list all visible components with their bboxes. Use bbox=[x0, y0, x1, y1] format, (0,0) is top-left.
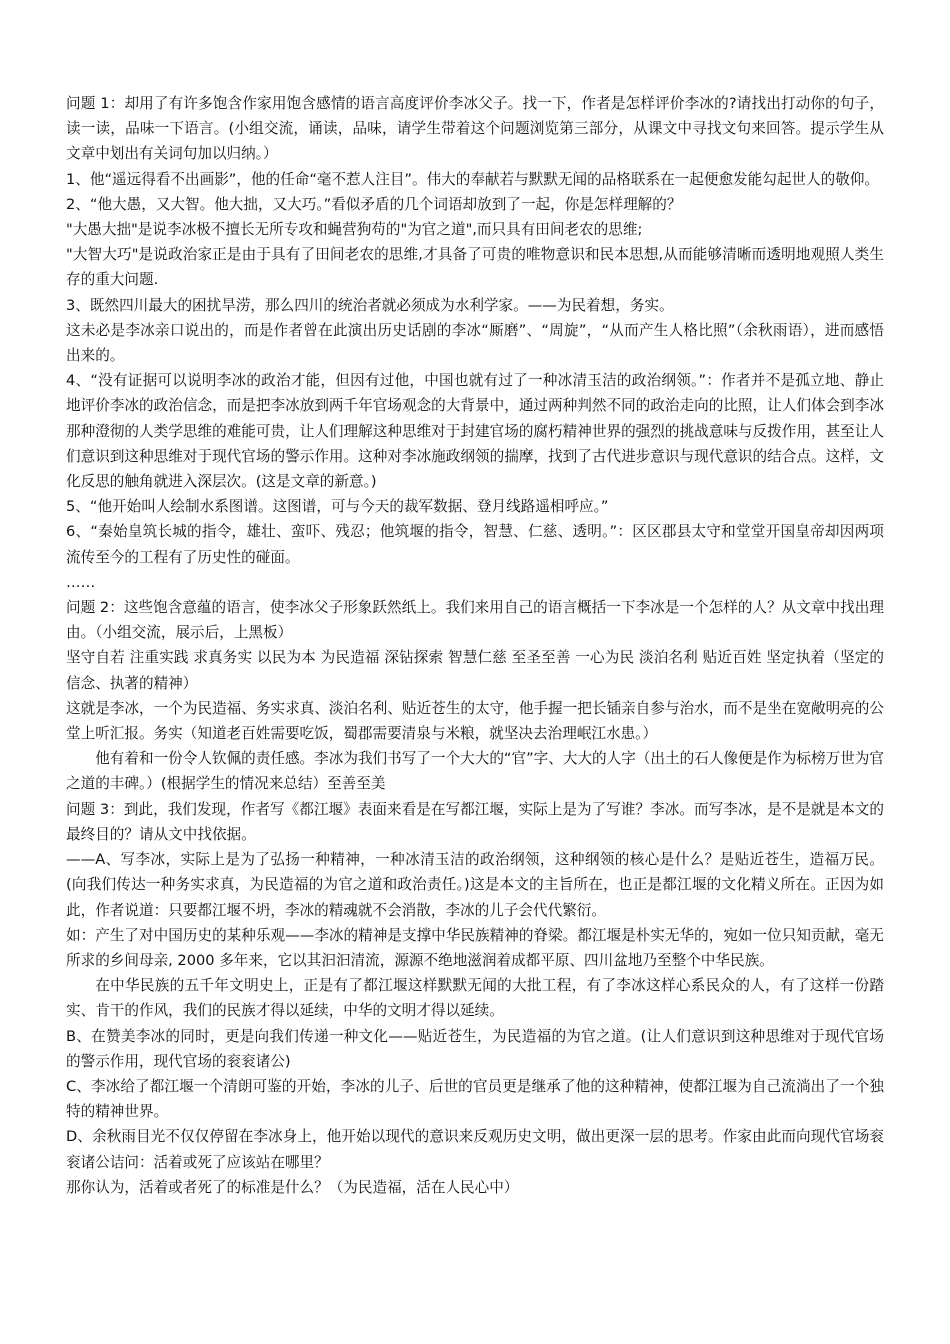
paragraph: 问题 2：这些饱含意蕴的语言，使李冰父子形象跃然纸上。我们来用自己的语言概括一下李冰是一个怎样的人？从文章中找出理由。（小组交流，展示后，上黑板） bbox=[66, 599, 884, 642]
paragraph: 这就是李冰，一个为民造福、务实求真、淡泊名利、贴近苍生的太守，他手握一把长锸亲自参与治水，而不是坐在宽敞明亮的公堂上听汇报。务实（知道老百姓需要吃饭，蜀郡需要清泉与米粮，就坚决去治理岷江水患。） bbox=[66, 699, 884, 743]
paragraph: 问题 1：却用了有许多饱含作家用饱含感情的语言高度评价李冰父子。找一下，作者是怎样评价李冰的?请找出打动你的句子，读一读，品味一下语言。(小组交流，诵读，品味，请学生带着这个问题浏览第三部分，从课文中寻找文句来回答。提示学生从文章中划出有关词句加以归纳。） bbox=[66, 95, 884, 163]
paragraph: D、余秋雨目光不仅仅停留在李冰身上，他开始以现代的意识来反观历史文明，做出更深一层的思考。作家由此而向现代官场衮衮诸公诘问：活着或死了应该站在哪里？ bbox=[66, 1128, 884, 1171]
paragraph: 坚守自若 注重实践 求真务实 以民为本 为民造福 深钻探索 智慧仁慈 至圣至善 一心为民 淡泊名利 贴近百姓 坚定执着（坚定的信念、执著的精神） bbox=[66, 649, 884, 692]
paragraph: 3、既然四川最大的困扰旱涝，那么四川的统治者就必须成为水利学家。——为民着想，务实。 bbox=[66, 296, 674, 314]
paragraph: C、李冰给了都江堰一个清朗可鉴的开始，李冰的儿子、后世的官员更是继承了他的这种精神，使都江堰为自己流淌出了一个独特的精神世界。 bbox=[66, 1077, 884, 1121]
paragraph: 如：产生了对中国历史的某种乐观——李冰的精神是支撑中华民族精神的脊梁。都江堰是朴实无华的，宛如一位只知贡献，毫无所求的乡间母亲, 2000 多年来，它以其汩汩清流，源源不绝地滋润着成都平原、四川盆地乃至整个中华民族。 bbox=[66, 926, 884, 969]
paragraph: 5、“他开始叫人绘制水系图谱。这图谱，可与今天的裁军数据、登月线路遥相呼应。” bbox=[66, 498, 609, 516]
paragraph: 6、“秦始皇筑长城的指令，雄壮、蛮吓、残忍；他筑堰的指令，智慧、仁慈、透明。”：区区郡县太守和堂堂开国皇帝却因两项流传至今的工程有了历史性的碰面。 bbox=[66, 523, 884, 566]
paragraph: 这未必是李冰亲口说出的，而是作者曾在此演出历史话剧的李冰“厮磨”、“周旋”，“从而产生人格比照”（余秋雨语），进而感悟出来的。 bbox=[66, 321, 884, 365]
paragraph: 2、“他大愚，又大智。他大拙，又大巧。”看似矛盾的几个词语却放到了一起，你是怎样理解的？ bbox=[66, 195, 682, 213]
paragraph: "大愚大拙"是说李冰极不擅长无所专攻和蝇营狗苟的"为官之道",而只具有田间老农的思维; bbox=[66, 221, 643, 239]
paragraph: B、在赞美李冰的同时，更是向我们传递一种文化——贴近苍生，为民造福的为官之道。(让人们意识到这种思维对于现代官场的警示作用，现代官场的衮衮诸公) bbox=[66, 1027, 884, 1070]
paragraph: 4、“没有证据可以说明李冰的政治才能，但因有过他，中国也就有过了一种冰清玉洁的政治纲领。”：作者并不是孤立地、静止地评价李冰的政治信念，而是把李冰放到两千年官场观念的大背景中，通过两种判然不同的政治走向的比照，让人们体会到李冰那种澄彻的人类学思维的难能可贵，让人们理解这种思维对于封建官场的腐朽精神世界的强烈的挑战意味与反拨作用，甚至让人们意识到这种思维对于现代官场的警示作用。这种对李冰施政纲领的揣摩，找到了古代进步意识与现代意识的结合点。这样，文化反思的触角就进入深层次。(这是文章的新意。) bbox=[66, 372, 884, 491]
paragraph: 问题 3：到此，我们发现，作者写《都江堰》表面来看是在写都江堰，实际上是为了写谁？李冰。而写李冰，是不是就是本文的最终目的？请从文中找依据。 bbox=[66, 800, 884, 843]
paragraph: 1、他“遥远得看不出画影”，他的任命“毫不惹人注目”。伟大的奉献若与默默无闻的品格联系在一起便愈发能勾起世人的敬仰。 bbox=[66, 170, 880, 188]
paragraph: …… bbox=[66, 573, 96, 591]
paragraph: 在中华民族的五千年文明史上，正是有了都江堰这样默默无闻的大批工程，有了李冰这样心系民众的人，有了这样一份踏实、肯干的作风，我们的民族才得以延续，中华的文明才得以延续。 bbox=[66, 977, 884, 1020]
paragraph: 他有着和一份令人钦佩的责任感。李冰为我们书写了一个大大的“官”字、大大的人字（出土的石人像便是作为标榜万世为官之道的丰碑。）(根据学生的情况来总结）至善至美 bbox=[66, 750, 884, 793]
paragraph: ——A、写李冰，实际上是为了弘扬一种精神，一种冰清玉洁的政治纲领，这种纲领的核心是什么？是贴近苍生，造福万民。(向我们传达一种务实求真，为民造福的为官之道和政治责任。)这是本文的主旨所在，也正是都江堰的文化精义所在。正因为如此，作者说道：只要都江堰不坍，李冰的精魂就不会消散，李冰的儿子会代代繁衍。 bbox=[66, 851, 884, 919]
paragraph: "大智大巧"是说政治家正是由于具有了田间老农的思维,才具备了可贵的唯物意识和民本思想,从而能够清晰而透明地观照人类生存的重大问题. bbox=[66, 246, 884, 289]
paragraph: 那你认为，活着或者死了的标准是什么？（为民造福，活在人民心中） bbox=[66, 1178, 519, 1196]
document-page bbox=[66, 91, 884, 1200]
